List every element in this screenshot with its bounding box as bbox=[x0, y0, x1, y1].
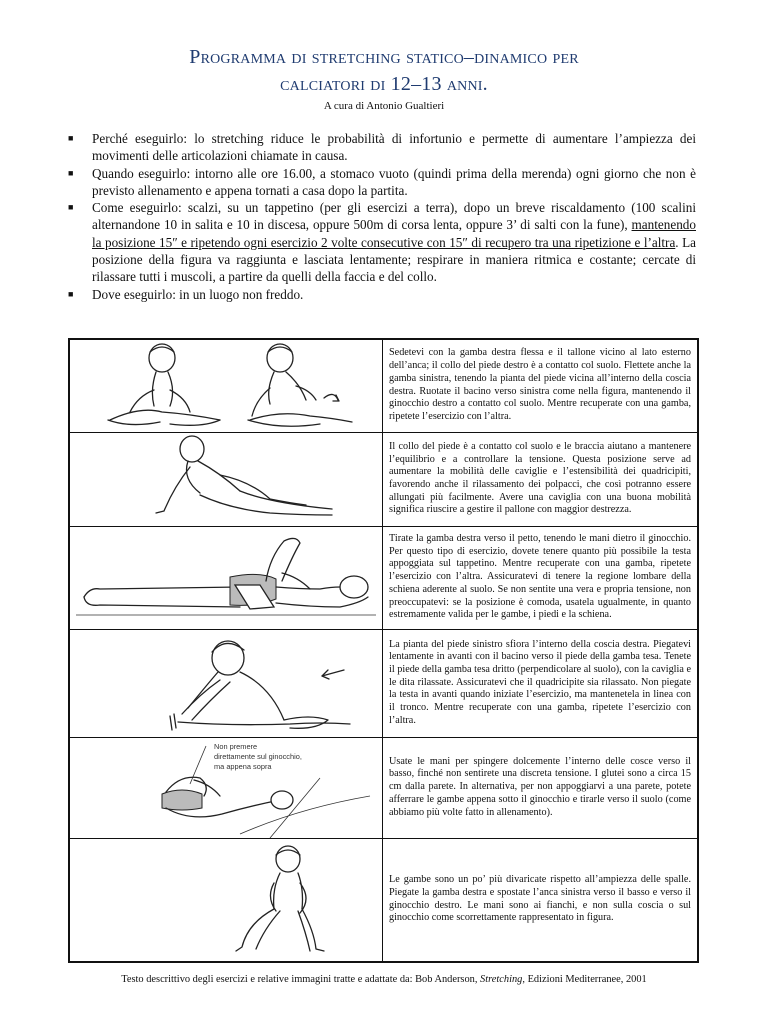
book-title: Stretching bbox=[480, 974, 523, 985]
source-citation: Testo descrittivo degli esercizi e relative immagini tratte e adattate da: Bob Anderson, Stretching, Edizioni Mediterranee, 2001 bbox=[121, 974, 647, 985]
exercise-row bbox=[69, 839, 698, 963]
exercise-table bbox=[68, 338, 699, 963]
exercise-description: Le gambe sono un po’ più divaricate rispetto all’ampiezza delle spalle. Piegate la gamba destra e spostate l’anca sinistra verso il basso e verso il ginocchio destro. Le mani sono ai fianchi, e non sulla coscia o sul ginocchio come scorrettamente rappresentato in figura. bbox=[383, 839, 699, 963]
exercise-row bbox=[69, 738, 698, 839]
intro-item-why: ■ Perché eseguirlo: lo stretching riduce le probabilità di infortunio e permette di aumentare l’ampiezza dei movimenti delle articolazioni chiamate in causa. bbox=[68, 131, 696, 164]
intro-list bbox=[68, 130, 696, 303]
bullet-icon: ■ bbox=[68, 288, 74, 299]
exercise-description: Sedetevi con la gamba destra flessa e il tallone vicino al lato esterno dell’anca; il collo del piede destro è a contatto col suolo. Flettete anche la gamba sinistra, tenendo la pianta del piede vicina all’interno della coscia destra. Ruotate il bacino verso sinistra come nella figura, mantenendo il ginocchio destro a contatto col suolo. Mentre recuperate con una gamba, ripetete l’esercizio con l’altra. bbox=[383, 339, 699, 433]
seated-hamstring-stretch-illustration bbox=[70, 630, 382, 737]
intro-item-how: ■ Come eseguirlo: scalzi, su un tappetino (per gli esercizi a terra), dopo un breve riscaldamento (100 scalini alternandone 10 in salita e 10 in discesa, oppure 500m di corsa lenta, oppure 3’ di salti con la fune), mantenendo la posizione 15″ e ripetendo ogni esercizio 2 volte consecutive con 15″ di recupero tra una ripetizione e l’altra. La posizione della figura va raggiunta e lasciata lentamente; respirare in maniera ritmica e costante; cercate di rilassare tutti i muscoli, a partire da quelli della faccia e del collo. bbox=[68, 200, 696, 285]
exercise-row bbox=[69, 527, 698, 630]
intro-item-when: ■ Quando eseguirlo: intorno alle ore 16.00, a stomaco vuoto (quindi prima della merenda) ogni giorno che non è previsto allenamento e appena tornati a casa dopo la partita. bbox=[68, 165, 696, 198]
illustration-note-line-3: ma appena sopra bbox=[214, 762, 272, 771]
title-line-2: calciatori di 12–13 anni. bbox=[280, 73, 488, 95]
exercise-row bbox=[69, 630, 698, 738]
author-credit: A cura di Antonio Gualtieri bbox=[323, 100, 445, 112]
page-title bbox=[60, 44, 708, 98]
exercise-illustration-cell bbox=[69, 339, 383, 433]
intro-item-where: ■ Dove eseguirlo: in un luogo non freddo. bbox=[68, 286, 304, 302]
exercise-illustration-cell bbox=[69, 527, 383, 630]
exercise-description: La pianta del piede sinistro sfiora l’interno della coscia destra. Piegatevi lentamente in avanti con il bacino verso il piede della gamba tesa. Tenete il piede della gamba tesa dritto (perpendicolare al suolo), con la caviglia e le dita rilassate. Assicuratevi che il quadricipite sia rilassato. Non piegate la testa in avanti quando iniziate l’esercizio, ma mantenetela in linea con il tronco. Mentre recuperate con una gamba, ripetete l’esercizio con l’altra. bbox=[383, 630, 699, 738]
illustration-note-line-2: direttamente sul ginocchio, bbox=[214, 752, 302, 761]
bullet-icon: ■ bbox=[68, 167, 74, 178]
title-line-1: Programma di stretching statico–dinamico per bbox=[189, 46, 579, 68]
bullet-icon: ■ bbox=[68, 133, 74, 143]
groin-stretch-against-wall-illustration bbox=[70, 738, 382, 838]
exercise-illustration-cell bbox=[69, 738, 383, 839]
seated-quad-stretch-illustration bbox=[70, 340, 382, 432]
lateral-lunge-illustration bbox=[70, 839, 382, 961]
exercise-row bbox=[69, 433, 698, 527]
knee-to-chest-illustration bbox=[70, 527, 382, 629]
bullet-icon: ■ bbox=[68, 202, 74, 213]
exercise-description: Tirate la gamba destra verso il petto, tenendo le mani dietro il ginocchio. Per questo tipo di esercizio, dovete tenere quanto più possibile la testa appoggiata sul tappetino. Mentre recuperate con una gamba, ripetete l’esercizio con l’altra. Assicuratevi di tenere la regione lombare della schiena aderente al suolo. Se non sentite una vera e propria tensione, non preoccupatevi: se la posizione è comoda, usatela ugualmente, in quanto estremamente valida per le gambe, i piedi e la schiena. bbox=[383, 527, 699, 630]
exercise-description: Usate le mani per spingere dolcemente l’interno delle cosce verso il basso, finché non sentirete una discreta tensione. I glutei sono a circa 15 cm dalla parete. In alternativa, per non appoggiarvi a una parete, potete afferrare le gambe appena sotto il ginocchio e tirarle verso il suolo (come abbiamo più volte fatto in allenamento). bbox=[383, 738, 699, 839]
exercise-illustration-cell bbox=[69, 433, 383, 527]
exercise-description: Il collo del piede è a contatto col suolo e le braccia aiutano a mantenere l’equilibrio e a controllare la tensione. Questa posizione serve ad aumentare la mobilità delle caviglie e l’estensibilità dei quadricipiti, favorendo anche il rilassamento dei polpacci, che così potranno essere allungati più facilmente. Avere una caviglia con una buona mobilità significa riuscire a gestire il pallone con maggior destrezza. bbox=[383, 433, 699, 527]
exercise-illustration-cell bbox=[69, 839, 383, 963]
exercise-row bbox=[69, 339, 698, 433]
illustration-note-line-1: Non premere bbox=[214, 742, 258, 751]
kneeling-quad-stretch-illustration bbox=[70, 433, 382, 526]
exercise-illustration-cell bbox=[69, 630, 383, 738]
underlined-instructions: mantenendo la posizione 15″ e ripetendo ogni esercizio 2 volte consecutive con 15″ di recupero tra una ripetizione e l’altra bbox=[92, 217, 696, 250]
